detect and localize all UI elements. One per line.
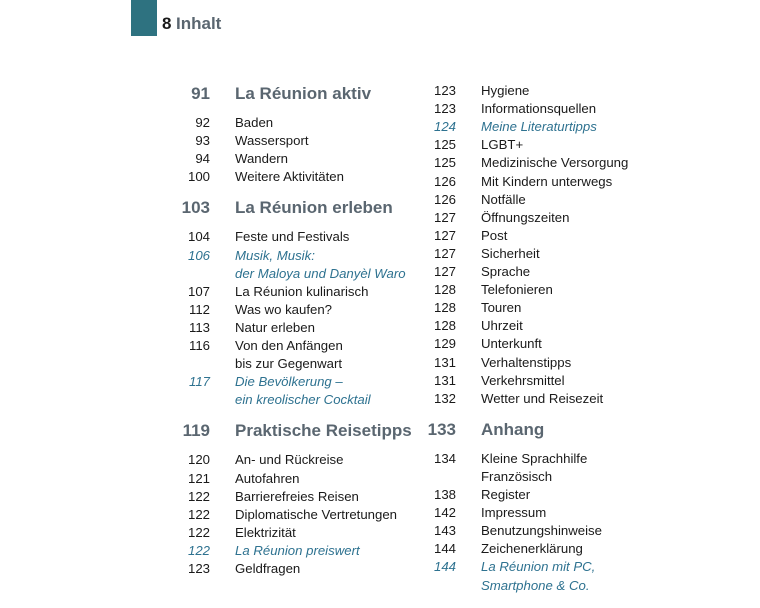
toc-page-number: 116: [188, 338, 210, 353]
toc-page-number: 107: [187, 283, 210, 299]
toc-title: Smartphone & Co.: [481, 577, 590, 593]
toc-page-number: 122: [187, 524, 210, 540]
toc-page-number: 124: [433, 119, 456, 135]
toc-page-number: 123: [433, 83, 456, 98]
toc-page-number: 126: [433, 173, 456, 189]
toc-page-number: 127: [433, 209, 456, 225]
toc-page-number: 128: [433, 300, 456, 316]
toc-page-number: 121: [187, 470, 210, 486]
toc-page-number: 94: [195, 151, 210, 167]
toc-page-number: 127: [433, 227, 456, 243]
toc-title: Meine Literaturtipps: [481, 119, 597, 135]
page-title: Inhalt: [176, 14, 222, 33]
toc-title: Wandern: [235, 151, 289, 167]
toc-page-number: 125: [433, 155, 456, 171]
toc-title: LGBT+: [481, 137, 524, 153]
toc-page-number: 122: [187, 488, 210, 504]
chapter-tab: [131, 0, 157, 36]
toc-title: La Réunion aktiv: [235, 84, 372, 103]
toc-title: Elektrizität: [235, 524, 296, 540]
toc-title: Wetter und Reisezeit: [481, 390, 604, 406]
toc-title: An- und Rückreise: [235, 452, 344, 468]
toc-title: Notfälle: [481, 191, 526, 207]
toc-title: der Maloya und Danyèl Waro: [235, 265, 406, 281]
toc-title: Musik, Musik:: [235, 247, 315, 263]
toc-page-number: 128: [433, 282, 456, 298]
toc-page-number: 125: [433, 137, 456, 153]
toc-title: Unterkunft: [481, 336, 542, 352]
toc-title: Diplomatische Vertretungen: [235, 506, 398, 522]
toc-title: Feste und Festivals: [235, 229, 350, 245]
toc-page-number: 128: [433, 318, 456, 334]
toc-page-number: 92: [195, 115, 210, 130]
toc-title: Wassersport: [235, 133, 309, 149]
toc-page-number: 144: [433, 541, 456, 557]
toc-page-number: 144: [433, 559, 456, 575]
toc-page-number: 131: [433, 372, 456, 388]
toc-title: Verkehrsmittel: [481, 372, 565, 388]
toc-page-number: 123: [187, 561, 210, 576]
toc-title: Sprache: [481, 264, 531, 279]
toc-title: Medizinische Versorgung: [481, 155, 629, 171]
toc-page-number: 122: [187, 542, 210, 558]
toc-page-number: 127: [433, 264, 456, 279]
toc-title: Autofahren: [235, 470, 300, 486]
toc-page-number: 131: [433, 354, 456, 370]
toc-title: Informationsquellen: [481, 101, 597, 117]
toc-page-number: 126: [433, 191, 456, 207]
toc-title: Mit Kindern unterwegs: [481, 173, 613, 189]
toc-title: Was wo kaufen?: [235, 301, 332, 317]
page-number: 8: [162, 14, 172, 33]
toc-title: Sicherheit: [481, 245, 540, 261]
toc-page-number: 129: [433, 336, 456, 352]
toc-title: Hygiene: [481, 83, 530, 98]
toc-page-number: 117: [188, 374, 210, 390]
toc-title: La Réunion erleben: [235, 198, 393, 218]
toc-page-number: 138: [433, 487, 456, 502]
toc-title: Uhrzeit: [481, 318, 523, 334]
toc-page-number: 91: [191, 84, 210, 103]
toc-page-number: 132: [433, 390, 456, 406]
toc-title: La Réunion preiswert: [235, 542, 360, 558]
toc-title: Öffnungszeiten: [481, 209, 570, 225]
toc-page-number: 123: [433, 101, 456, 117]
toc-title: ein kreolischer Cocktail: [235, 392, 371, 408]
toc-title: Praktische Reisetipps: [235, 421, 412, 441]
toc-page-number: 127: [433, 245, 456, 261]
toc-title: Französisch: [481, 468, 553, 484]
toc-title: Verhaltenstipps: [481, 354, 572, 370]
toc-title: Die Bevölkerung –: [235, 374, 343, 390]
toc-title: bis zur Gegenwart: [235, 356, 343, 372]
toc-title: Register: [481, 487, 531, 502]
toc-title: Post: [481, 227, 508, 243]
toc-title: Telefonieren: [481, 282, 553, 298]
toc-title: Weitere Aktivitäten: [235, 169, 344, 185]
toc-title: Von den Anfängen: [235, 338, 343, 353]
toc-page-number: 106: [187, 247, 210, 263]
toc-title: La Réunion kulinarisch: [235, 283, 369, 299]
toc-title: Anhang: [481, 419, 545, 439]
toc-page-number: 133: [427, 419, 456, 439]
toc-title: Geldfragen: [235, 561, 301, 576]
toc-page-number: 112: [188, 301, 210, 317]
toc-title: Touren: [481, 300, 522, 316]
toc-page-number: 142: [433, 505, 456, 521]
toc-title: Natur erleben: [235, 319, 315, 335]
toc-title: Impressum: [481, 505, 547, 521]
toc-page-number: 134: [433, 450, 456, 466]
toc-page-number: 120: [187, 452, 210, 468]
toc-page-number: 100: [187, 169, 210, 185]
toc-title: Baden: [235, 115, 274, 130]
toc-page-number: 113: [188, 319, 210, 335]
toc-title: Kleine Sprachhilfe: [481, 450, 588, 466]
toc-title: Barrierefreies Reisen: [235, 488, 359, 504]
toc-title: La Réunion mit PC,: [481, 559, 596, 575]
toc-page-number: 93: [195, 133, 210, 149]
toc-page-number: 103: [181, 198, 210, 218]
toc-page-number: 122: [187, 506, 210, 522]
toc-page-number: 104: [187, 229, 210, 245]
toc-title: Zeichenerklärung: [481, 541, 583, 557]
toc-page-number: 143: [433, 523, 456, 539]
toc-title: Benutzungshinweise: [481, 523, 602, 539]
toc-page-number: 119: [182, 421, 210, 441]
